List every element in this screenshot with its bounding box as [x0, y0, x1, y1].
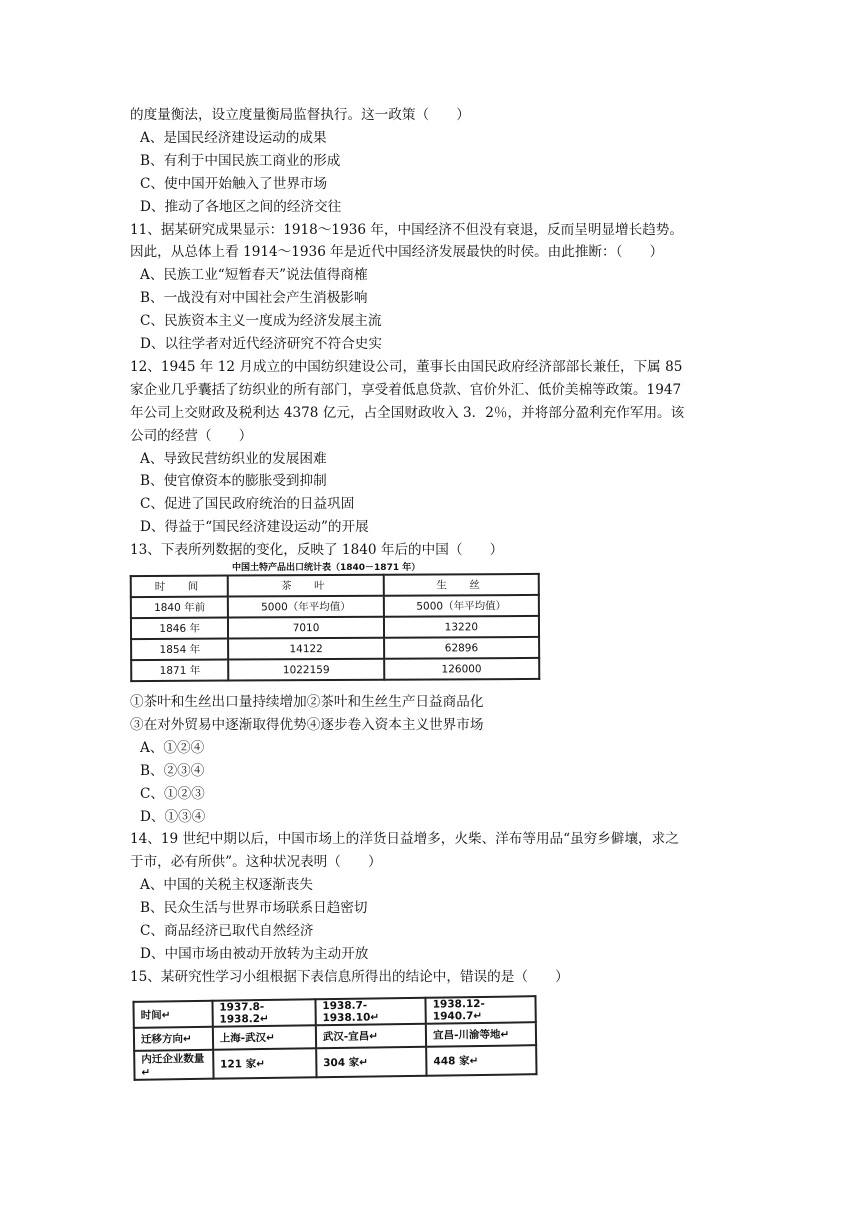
table-header-row [131, 574, 539, 597]
table-13-caption: 中国土特产品出口统计表（1840－1871 年） [232, 563, 421, 573]
export-statistics-table [130, 573, 541, 682]
question-text: 公司的经营（ ） [130, 427, 253, 444]
table-header-cell: 生 丝 [383, 574, 538, 596]
table-cell: 126000 [384, 658, 539, 680]
table-cell: 1854 年 [131, 639, 228, 661]
enterprise-relocation-table [132, 995, 537, 1081]
answer-option: D、以往学者对近代经济研究不符合史实 [140, 336, 382, 352]
question-text: 因此，从总体上看 1914～1936 年是近代中国经济发展最快的时侯。由此推断：（ ） [130, 244, 664, 261]
table-row [134, 1045, 536, 1080]
table-cell: 1871 年 [131, 660, 228, 682]
table-row-label: 内迁企业数量↵ [134, 1050, 213, 1080]
answer-option: B、民众生活与世界市场联系日趋密切 [140, 900, 368, 917]
table-cell: 1938.7-1938.10↵ [315, 998, 426, 1026]
answer-option: D、得益于“国民经济建设运动”的开展 [140, 519, 369, 536]
answer-option: D、推动了各地区之间的经济交往 [140, 198, 342, 215]
answer-option: C、民族资本主义一度成为经济发展主流 [140, 313, 382, 330]
answer-option: C、商品经济已取代自然经济 [140, 923, 314, 939]
table-cell: 304 家↵ [316, 1047, 427, 1078]
question-text: 11、据某研究成果显示：1918～1936 年，中国经济不但没有衰退，反而呈明显增长趋势。 [130, 221, 683, 238]
table-cell: 武汉-宜昌↵ [316, 1024, 427, 1049]
table-cell: 5000（年平均值） [228, 596, 383, 618]
answer-option: C、①②③ [140, 785, 205, 802]
question-text: ③在对外贸易中逐渐取得优势④逐步卷入资本主义世界市场 [130, 716, 484, 733]
table-header-cell: 时 间 [131, 576, 228, 598]
answer-option: B、有利于中国民族工商业的形成 [140, 152, 341, 169]
table-cell: 13220 [384, 616, 539, 638]
question-text: 14、19 世纪中期以后，中国市场上的洋货日益增多，火柴、洋布等用品“虽穷乡僻壤，求之 [130, 831, 679, 848]
table-cell: 7010 [228, 617, 383, 639]
table-row-label: 时间↵ [133, 1001, 212, 1028]
answer-option: A、①②④ [140, 739, 205, 756]
answer-option: B、②③④ [140, 762, 205, 779]
table-cell: 宜昌-川渝等地↵ [426, 1022, 536, 1047]
answer-option: A、民族工业“短暂春天”说法值得商榷 [140, 267, 368, 284]
answer-option: A、是国民经济建设运动的成果 [140, 129, 327, 146]
answer-option: C、促进了国民政府统治的日益巩固 [140, 496, 355, 513]
question-text: 于市，必有所供”。这种状况表明（ ） [130, 854, 382, 871]
answer-option: A、中国的关税主权逐渐丧失 [140, 877, 313, 894]
question-text: 的度量衡法，设立度量衡局监督执行。这一政策（ ） [130, 107, 470, 123]
table-cell: 1022159 [229, 659, 384, 681]
table-cell: 5000（年平均值） [384, 595, 539, 617]
table-row [131, 637, 539, 660]
answer-option: C、使中国开始触入了世界市场 [140, 175, 328, 192]
answer-option: D、中国市场由被动开放转为主动开放 [140, 945, 369, 962]
question-text: ①茶叶和生丝出口量持续增加②茶叶和生丝生产日益商品化 [130, 694, 484, 710]
table-cell: 1846 年 [131, 618, 228, 640]
answer-option: D、①③④ [140, 808, 206, 825]
question-text: 年公司上交财政及税利达 4378 亿元，占全国财政收入 3．2％，并将部分盈利充作军用。该 [130, 404, 685, 421]
table-cell: 14122 [228, 638, 383, 660]
table-cell: 1937.8-1938.2↵ [212, 999, 315, 1026]
table-cell: 62896 [384, 637, 539, 659]
question-text: 15、某研究性学习小组根据下表信息所得出的结论中，错误的是（ ） [130, 968, 569, 985]
table-cell: 1938.12-1940.7↵ [426, 996, 536, 1024]
table-row [131, 616, 539, 639]
table-row-label: 迁移方向↵ [134, 1027, 213, 1051]
answer-option: B、一战没有对中国社会产生消极影响 [140, 290, 368, 307]
table-header-cell: 茶 叶 [228, 575, 383, 597]
table-row [131, 658, 539, 681]
answer-option: B、使官僚资本的膨胀受到抑制 [140, 473, 327, 490]
table-cell: 448 家↵ [426, 1045, 536, 1076]
question-text: 13、下表所列数据的变化，反映了 1840 年后的中国（ ） [130, 542, 504, 559]
table-cell: 上海-武汉↵ [213, 1025, 316, 1049]
question-text: 家企业几乎囊括了纺织业的所有部门，享受着低息贷款、官价外汇、低价美棉等政策。1947 [130, 381, 682, 398]
table-cell: 1840 年前 [131, 597, 228, 619]
table-row [131, 595, 539, 618]
table-cell: 121 家↵ [213, 1048, 316, 1078]
answer-option: A、导致民营纺织业的发展困难 [140, 450, 327, 467]
question-text: 12、1945 年 12 月成立的中国纺织建设公司，董事长由国民政府经济部部长兼任，下属 85 [130, 358, 683, 375]
